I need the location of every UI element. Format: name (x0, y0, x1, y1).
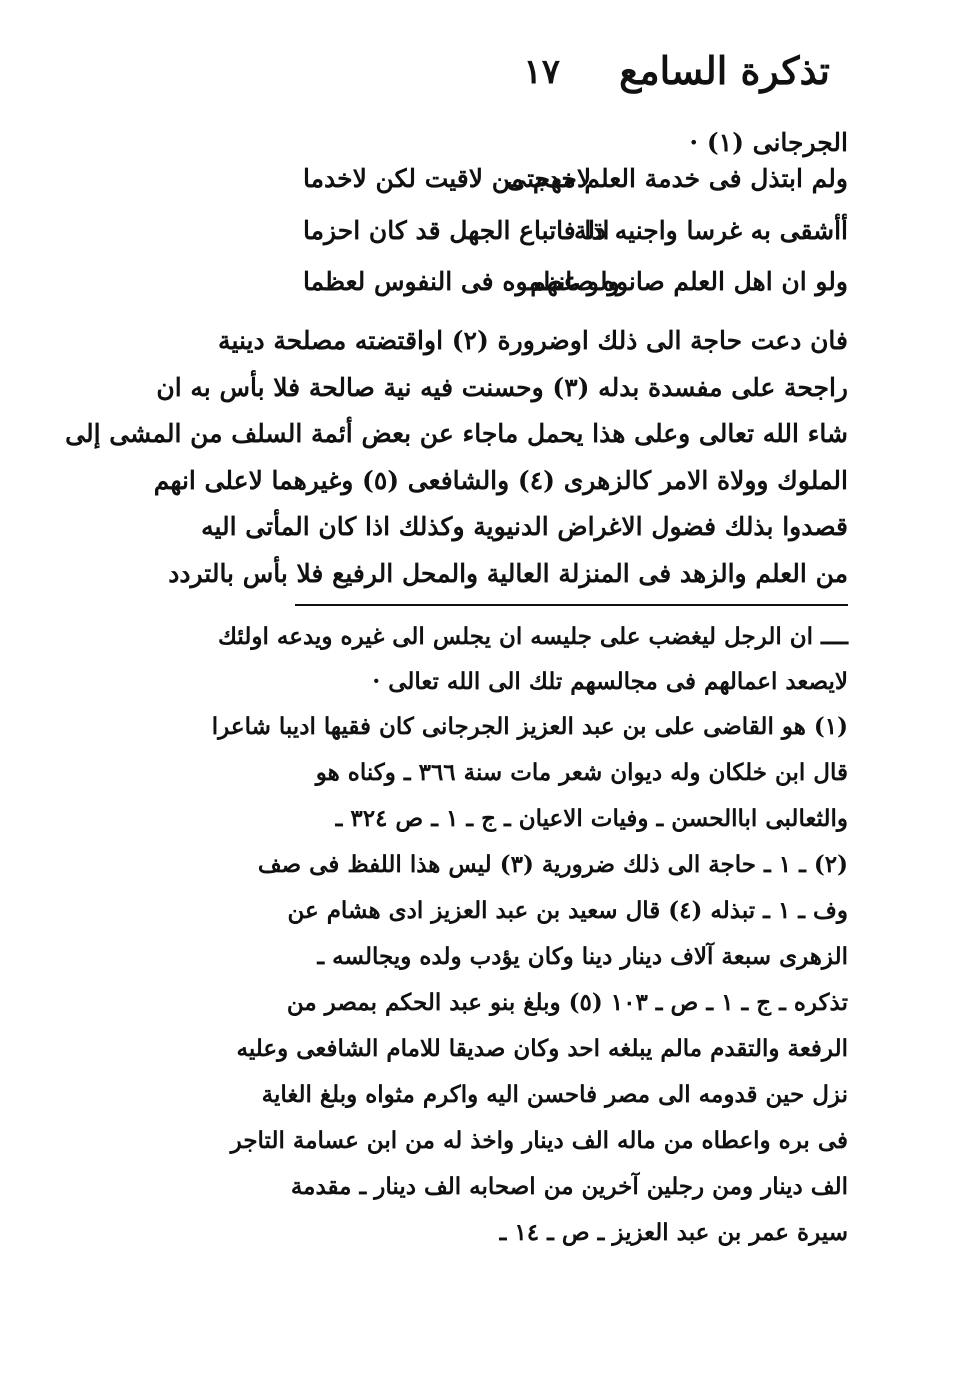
main-paragraph (65, 318, 848, 597)
paragraph-line: شاء الله تعالى وعلى هذا يحمل ماجاء عن بعض أئمة السلف من المشى إلى (65, 419, 848, 448)
paragraph-line: من العلم والزهد فى المنزلة العالية والمحل الرفيع فلا بأس بالتردد (168, 558, 848, 588)
footnote-line: قال ابن خلكان وله ديوان شعر مات سنة ٣٦٦ ـ وكناه هو (315, 759, 848, 786)
verse-line (303, 267, 848, 317)
verse-line (303, 164, 848, 214)
verse-second-hemistich: اذا فاتباع الجهل قد كان احزما (303, 216, 610, 245)
paragraph-line: راجحة على مفسدة بدله (٣) وحسنت فيه نية صالحة فلا بأس به ان (156, 372, 848, 402)
page-header (280, 48, 850, 108)
verse-first-hemistich: ولو ان اهل العلم صانوه صانهم (530, 267, 848, 296)
footnote-line: والثعالبى اباالحسن ـ وفيات الاعيان ـ ج ـ ١ ـ ص ٣٢٤ ـ (335, 805, 848, 832)
footnote-line: الف دينار ومن رجلين آخرين من اصحابه الف دينار ـ مقدمة (290, 1173, 848, 1200)
footnote-line: نزل حين قدومه الى مصر فاحسن اليه واكرم مثواه وبلغ الغاية (261, 1081, 848, 1108)
body-first-line: الجرجانى (١) · (689, 128, 848, 157)
footnotes (211, 614, 848, 1256)
page-number: ١٧ (523, 52, 560, 92)
footnote-line: وف ـ ١ ـ تبذله (٤) قال سعيد بن عبد العزيز ادى هشام عن (287, 897, 848, 924)
footnote-separator (295, 604, 848, 606)
verse-second-hemistich: لاخدم من لاقيت لكن لاخدما (303, 164, 592, 193)
paragraph-line: الملوك وولاة الامر كالزهرى (٤) والشافعى (٥) وغيرهما لاعلى انهم (153, 465, 848, 495)
footnote-line: ــــ ان الرجل ليغضب على جليسه ان يجلس الى غيره ويدعه اولئك (218, 623, 848, 650)
paragraph-line: قصدوا بذلك فضول الاغراض الدنيوية وكذلك اذا كان المأتى اليه (201, 512, 848, 541)
verse-second-hemistich: ولو عظموه فى النفوس لعظما (303, 267, 620, 296)
footnote-line: الزهرى سبعة آلاف دينار دينا وكان يؤدب ولده ويجالسه ـ (317, 943, 848, 970)
footnote-line: لايصعد اعمالهم فى مجالسهم تلك الى الله تعالى · (372, 668, 848, 695)
verse-first-hemistich: أأشقى به غرسا واجنيه ذلة (573, 216, 848, 245)
footnote-line: تذكره ـ ج ـ ١ ـ ص ـ ١٠٣ (٥) وبلغ بنو عبد الحكم بمصر من (286, 989, 848, 1016)
paragraph-line: فان دعت حاجة الى ذلك اوضرورة (٢) اواقتضته مصلحة دينية (218, 326, 848, 355)
footnote-line: فى بره واعطاه من ماله الف دينار واخذ له من ابن عسامة التاجر (230, 1127, 848, 1154)
verse-first-hemistich: ولم ابتذل فى خدمة العلم مهجتى (506, 164, 848, 193)
running-title: تذكرة السامع (619, 48, 830, 93)
footnote-line: الرفعة والتقدم مالم يبلغه احد وكان صديقا للامام الشافعى وعليه (236, 1035, 848, 1062)
footnote-line: سيرة عمر بن عبد العزيز ـ ص ـ ١٤ ـ (499, 1219, 848, 1246)
footnote-line: (١) هو القاضى على بن عبد العزيز الجرجانى كان فقيها اديبا شاعرا (211, 713, 848, 740)
footnote-line: (٢) ـ ١ ـ حاجة الى ذلك ضرورية (٣) ليس هذا اللفظ فى صف (257, 851, 848, 878)
verse-line (303, 216, 848, 266)
